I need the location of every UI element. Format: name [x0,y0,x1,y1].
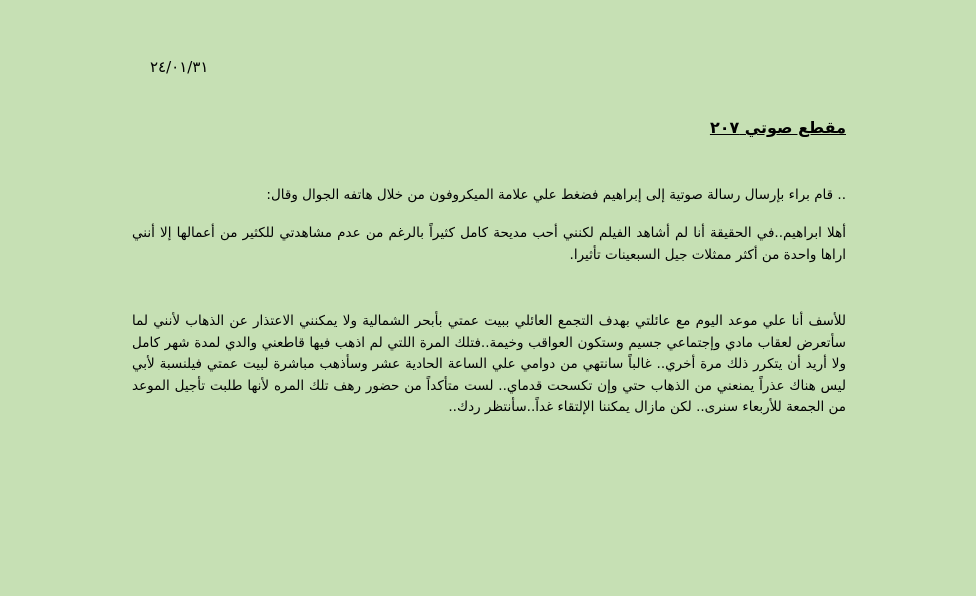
document-heading: مقطع صوتي ٢٠٧ [709,118,846,137]
message-paragraph-1: أهلا ابراهيم..في الحقيقة أنا لم أشاهد الفيلم لكنني أحب مديحة كامل كثيراً بالرغم من عدم مشاهدتي للكثير من أعمالها إلا أنني اراها واحدة من أكثر ممثلات جيل السبعينات تأثيرا. [132,225,846,263]
document-date: ٢٤/٠١/٣١ [150,58,209,76]
intro-paragraph: .. قام براء بإرسال رسالة صوتية إلى إبراهيم فضغط علي علامة الميكروفون من خلال هاتفه الجوال وقال: [266,187,846,203]
message-paragraph-2: للأسف أنا علي موعد اليوم مع عائلتي بهدف التجمع العائلي ببيت عمتي بأبحر الشمالية ولا يمكنني الاعتذار عن الذهاب لأنني لما سأتعرض لعقاب مادي وإجتماعي جسيم وستكون العواقب وخيمة..فتلك المرة اللتي لم اذهب فيها قاطعني والدي لمدة شهر كامل ولا أريد أن يتكرر ذلك مرة أخري.. غالباً سانتهي من دوامي علي الساعة الحادية عشر وسأذهب مباشرة لبيت عمتي فيلنسبة لأبي ليس هناك عذراً يمنعني من الذهاب حتي وإن تكسحت قدماي.. لست متأكداً من حضور رهف تلك المره لأنها طلبت تأجيل الموعد من الجمعة للأربعاء سنرى.. لكن مازال يمكننا الإلتقاء غداً..سأنتظر ردك.. [132,313,846,415]
